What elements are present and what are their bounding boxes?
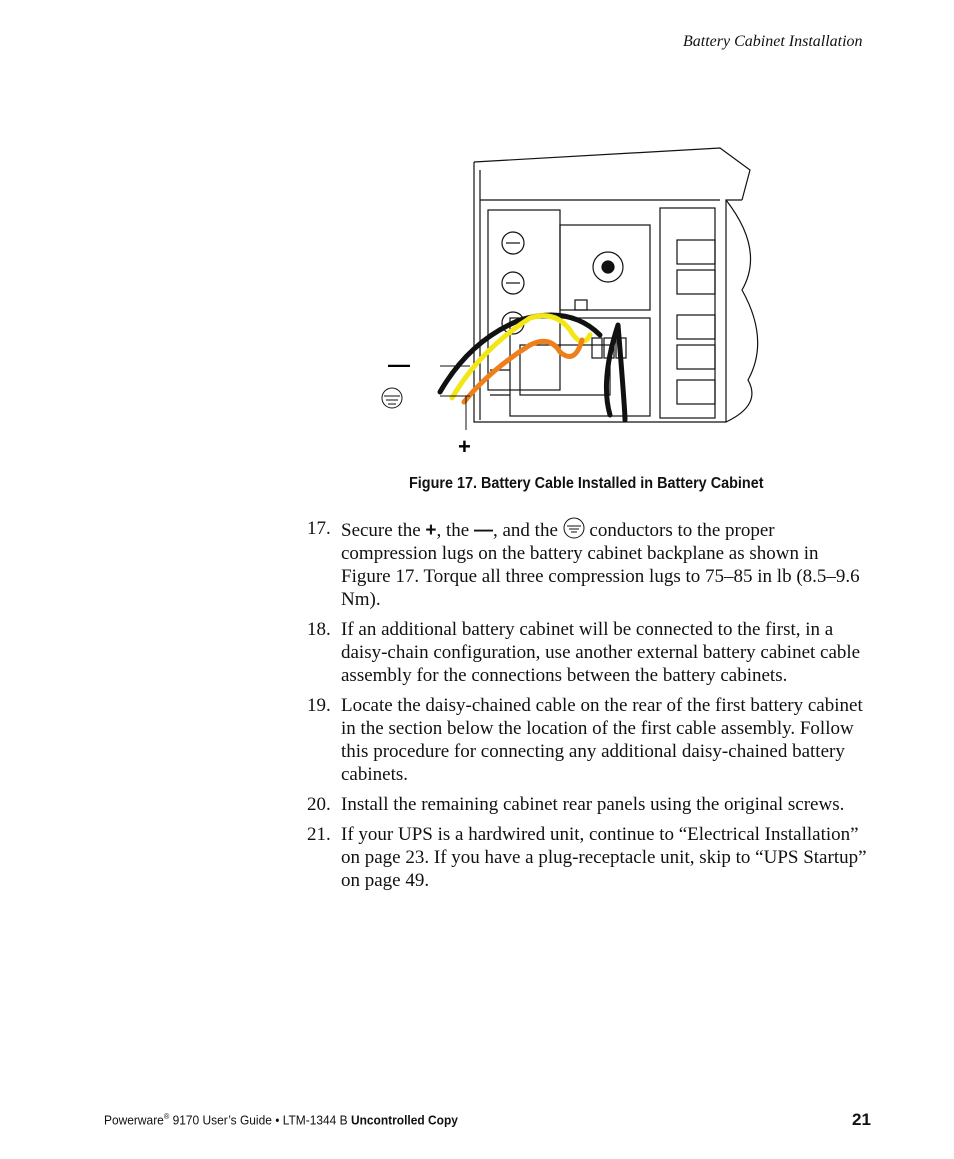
step-17: 17. Secure the +, the —, and the conductors to the proper compression lugs on the battery cabinet backplane as shown in Figure 17. Torque all three compression lugs to 75–85 in lb (8.5–9.6 Nm).	[307, 518, 860, 610]
battery-cabinet-figure	[370, 140, 790, 470]
battery-cabinet-illustration	[370, 140, 790, 470]
step-number: 18.	[307, 619, 331, 640]
step-19	[307, 694, 867, 786]
minus-symbol: —	[473, 520, 493, 541]
running-header: Battery Cabinet Installation	[683, 33, 863, 50]
step-number: 17.	[307, 518, 331, 539]
footer-guide: 9170 User’s Guide • LTM-1344 B	[169, 1112, 351, 1128]
minus-label: —	[388, 352, 410, 377]
page-number: 21	[852, 1110, 871, 1129]
step-number: 20.	[307, 794, 331, 815]
step-text: If an additional battery cabinet will be connected to the first, in a daisy-chain configuration, use another external battery cabinet cable assembly for the connections between the battery cabinets.	[341, 619, 861, 686]
plus-label: +	[458, 434, 471, 459]
step-number: 21.	[307, 824, 331, 845]
step-text: Install the remaining cabinet rear panels using the original screws.	[341, 794, 845, 815]
footer-product: Powerware	[104, 1112, 164, 1128]
step-20	[307, 793, 867, 816]
step-number: 19.	[307, 695, 331, 716]
step-text: Locate the daisy-chained cable on the rear of the first battery cabinet in the section below the location of the first cable assembly. Follow this procedure for connecting any additional daisy-chained battery cabinets.	[341, 695, 863, 785]
step-18	[307, 618, 867, 687]
ground-icon	[382, 388, 402, 408]
plus-symbol: +	[425, 520, 437, 541]
step-21	[307, 823, 867, 892]
step-text: If your UPS is a hardwired unit, continue to “Electrical Installation” on page 23. If you have a plug-receptacle unit, skip to “UPS Startup” on page 49.	[341, 824, 867, 891]
figure-caption: Figure 17. Battery Cable Installed in Battery Cabinet	[409, 475, 764, 492]
footer-copy-status: Uncontrolled Copy	[350, 1112, 458, 1128]
ground-symbol-icon	[563, 517, 585, 539]
page-footer: Powerware® 9170 User’s Guide • LTM-1344 B Uncontrolled Copy	[104, 1112, 458, 1128]
instruction-steps	[307, 517, 867, 899]
